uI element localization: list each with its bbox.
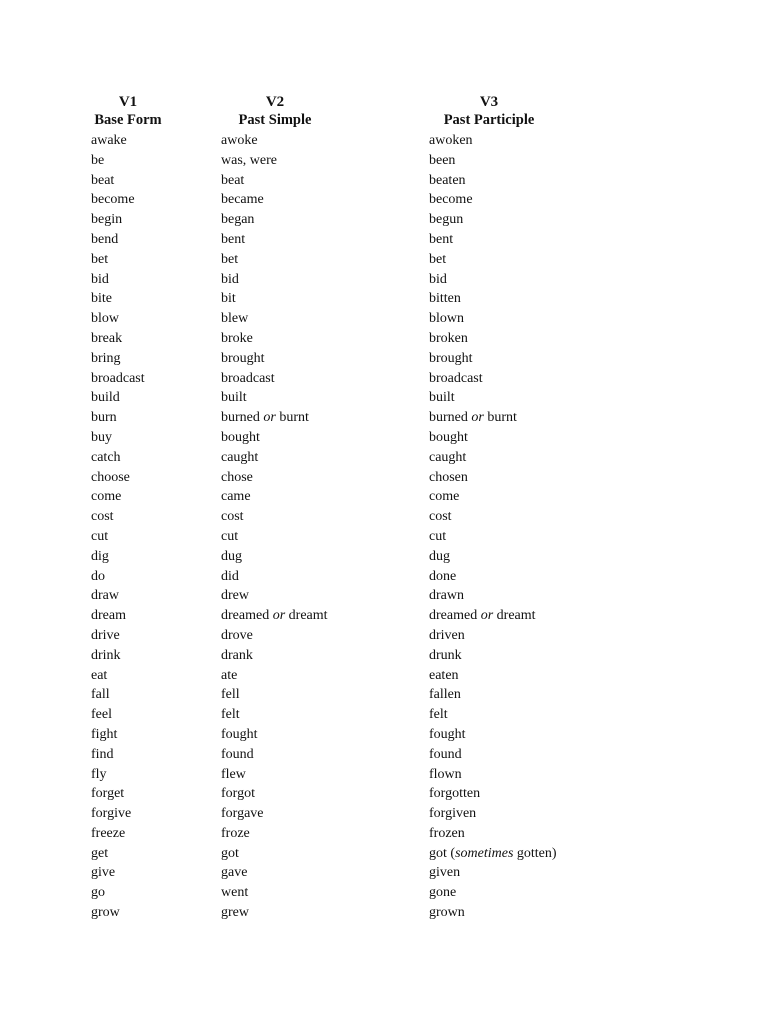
past-simple-cell: cost <box>221 509 244 525</box>
base-form-cell: break <box>91 330 123 346</box>
past-participle-cell: frozen <box>429 825 465 841</box>
past-simple-cell: became <box>221 192 264 208</box>
header-v3-title: Past Participle <box>443 112 535 128</box>
past-participle-cell: built <box>429 390 455 406</box>
past-simple-cell: did <box>221 568 239 584</box>
past-simple-cell: broadcast <box>221 370 275 386</box>
past-participle-cell: flown <box>429 766 462 782</box>
past-simple-cell: drove <box>221 627 253 643</box>
past-participle-cell: bent <box>429 231 454 247</box>
italic-connector: or <box>480 608 494 624</box>
base-form-cell: burn <box>91 410 117 426</box>
past-participle-cell: fought <box>429 726 466 742</box>
past-simple-cell: drew <box>221 588 249 604</box>
table-row <box>91 210 681 230</box>
base-form-cell: catch <box>91 449 121 465</box>
italic-connector: or <box>263 410 276 426</box>
past-simple-cell: gave <box>221 865 248 881</box>
past-participle-cell: caught <box>429 449 467 465</box>
past-participle-cell: broadcast <box>429 370 483 386</box>
table-row <box>91 646 681 666</box>
past-participle-cell: forgiven <box>429 806 477 822</box>
base-form-cell: drink <box>91 647 121 663</box>
past-participle-cell: been <box>429 152 456 168</box>
past-simple-cell: fought <box>221 726 258 742</box>
table-row <box>91 428 681 448</box>
past-participle-cell: got (sometimes gotten) <box>429 845 557 861</box>
table-row <box>91 765 681 785</box>
base-form-cell: blow <box>91 311 119 327</box>
header-v3-label: V3 <box>479 94 499 110</box>
table-row <box>91 468 681 488</box>
base-form-cell: be <box>91 152 105 168</box>
past-participle-cell: felt <box>429 707 448 723</box>
base-form-cell: go <box>91 885 105 901</box>
table-row <box>91 685 681 705</box>
irregular-verbs-table <box>91 93 681 923</box>
past-simple-cell: caught <box>221 449 259 465</box>
table-row <box>91 824 681 844</box>
past-participle-cell: awoken <box>429 133 473 148</box>
table-row <box>91 705 681 725</box>
base-form-cell: fall <box>91 687 110 703</box>
table-row <box>91 863 681 883</box>
table-row <box>91 547 681 567</box>
header-past-simple <box>221 93 429 131</box>
past-simple-cell: went <box>221 885 249 901</box>
base-form-cell: begin <box>91 212 123 228</box>
base-form-cell: beat <box>91 172 115 188</box>
past-simple-cell: blew <box>221 311 249 327</box>
base-form-cell: forget <box>91 786 125 802</box>
past-participle-cell: bought <box>429 429 468 445</box>
base-form-cell: feel <box>91 707 112 723</box>
base-form-cell: build <box>91 390 120 406</box>
past-participle-cell: gone <box>429 885 457 901</box>
base-form-cell: broadcast <box>91 370 145 386</box>
past-participle-cell: begun <box>429 212 464 228</box>
past-simple-cell: bet <box>221 251 239 267</box>
base-form-cell: choose <box>91 469 130 485</box>
header-row <box>91 93 681 131</box>
past-simple-cell: chose <box>221 469 253 485</box>
base-form-cell: bid <box>91 271 109 287</box>
past-simple-cell: drank <box>221 647 253 663</box>
past-simple-cell: beat <box>221 172 245 188</box>
table-row <box>91 171 681 191</box>
table-row <box>91 388 681 408</box>
past-participle-cell: eaten <box>429 667 459 683</box>
table-row <box>91 270 681 290</box>
past-simple-cell: found <box>221 746 254 762</box>
table-row <box>91 784 681 804</box>
past-participle-cell: drawn <box>429 588 464 604</box>
past-simple-cell: bought <box>221 429 260 445</box>
past-simple-cell: got <box>221 845 239 861</box>
table-row <box>91 349 681 369</box>
past-simple-cell: ate <box>221 667 238 683</box>
base-form-cell: draw <box>91 588 119 604</box>
table-row <box>91 883 681 903</box>
table-row <box>91 606 681 626</box>
past-participle-cell: become <box>429 192 473 208</box>
past-simple-cell: dreamed or dreamt <box>221 608 328 624</box>
base-form-cell: grow <box>91 905 120 921</box>
base-form-cell: fight <box>91 726 118 742</box>
base-form-cell: bet <box>91 251 109 267</box>
table-row <box>91 725 681 745</box>
table-row <box>91 586 681 606</box>
past-participle-cell: bet <box>429 251 447 267</box>
past-participle-cell: fallen <box>429 687 461 703</box>
past-participle-cell: bitten <box>429 291 461 307</box>
past-simple-cell: felt <box>221 707 240 723</box>
past-participle-cell: grown <box>429 905 465 921</box>
past-simple-cell: forgot <box>221 786 255 802</box>
past-participle-cell: done <box>429 568 457 584</box>
base-form-cell: awake <box>91 133 127 148</box>
header-past-participle <box>429 93 681 131</box>
table-row <box>91 309 681 329</box>
past-simple-cell: bent <box>221 231 246 247</box>
past-simple-cell: fell <box>221 687 240 703</box>
base-form-cell: bend <box>91 231 119 247</box>
past-participle-cell: chosen <box>429 469 468 485</box>
table-row <box>91 131 681 151</box>
base-form-cell: forgive <box>91 806 132 822</box>
past-participle-cell: dug <box>429 548 450 564</box>
past-simple-cell: grew <box>221 905 249 921</box>
past-participle-cell: given <box>429 865 461 881</box>
base-form-cell: dream <box>91 608 126 624</box>
past-simple-cell: flew <box>221 766 246 782</box>
header-v1-title: Base Form <box>94 112 162 128</box>
past-participle-cell: come <box>429 489 460 505</box>
base-form-cell: fly <box>91 766 107 782</box>
past-simple-cell: was, were <box>221 152 277 168</box>
past-simple-cell: burned or burnt <box>221 410 309 426</box>
table-row <box>91 448 681 468</box>
past-simple-cell: bit <box>221 291 236 307</box>
past-participle-cell: drunk <box>429 647 462 663</box>
table-header <box>91 93 681 131</box>
table-row <box>91 289 681 309</box>
table-row <box>91 527 681 547</box>
table-row <box>91 487 681 507</box>
italic-connector: or <box>471 410 484 426</box>
past-simple-cell: began <box>221 212 255 228</box>
past-participle-cell: forgotten <box>429 786 481 802</box>
table-row <box>91 804 681 824</box>
past-simple-cell: froze <box>221 825 250 841</box>
base-form-cell: give <box>91 865 116 881</box>
italic-connector: sometimes <box>455 845 514 861</box>
base-form-cell: eat <box>91 667 108 683</box>
past-simple-cell: broke <box>221 330 253 346</box>
past-participle-cell: dreamed or dreamt <box>429 608 536 624</box>
base-form-cell: do <box>91 568 105 584</box>
past-simple-cell: came <box>221 489 251 505</box>
past-participle-cell: cost <box>429 509 452 525</box>
table-row <box>91 230 681 250</box>
italic-connector: or <box>272 608 286 624</box>
past-simple-cell: forgave <box>221 806 264 822</box>
base-form-cell: come <box>91 489 122 505</box>
table-row <box>91 507 681 527</box>
base-form-cell: get <box>91 845 109 861</box>
table-row <box>91 626 681 646</box>
past-participle-cell: found <box>429 746 462 762</box>
base-form-cell: cut <box>91 528 109 544</box>
past-participle-cell: cut <box>429 528 447 544</box>
table-row <box>91 408 681 428</box>
table-row <box>91 666 681 686</box>
table-row <box>91 567 681 587</box>
table-row <box>91 151 681 171</box>
table-row <box>91 903 681 923</box>
past-participle-cell: burned or burnt <box>429 410 517 426</box>
past-simple-cell: dug <box>221 548 242 564</box>
base-form-cell: buy <box>91 429 112 445</box>
table-row <box>91 745 681 765</box>
table-row <box>91 844 681 864</box>
table-row <box>91 329 681 349</box>
base-form-cell: drive <box>91 627 120 643</box>
table-row <box>91 369 681 389</box>
base-form-cell: dig <box>91 548 109 564</box>
header-v2-title: Past Simple <box>238 112 312 128</box>
table-row <box>91 250 681 270</box>
table-body <box>91 131 681 923</box>
header-base-form <box>91 93 221 131</box>
past-simple-cell: cut <box>221 528 239 544</box>
base-form-cell: bite <box>91 291 112 307</box>
past-participle-cell: blown <box>429 311 464 327</box>
past-participle-cell: broken <box>429 330 468 346</box>
past-participle-cell: beaten <box>429 172 466 188</box>
header-v2-label: V2 <box>265 94 285 110</box>
table-row <box>91 190 681 210</box>
base-form-cell: cost <box>91 509 114 525</box>
base-form-cell: find <box>91 746 114 762</box>
base-form-cell: freeze <box>91 825 126 841</box>
past-simple-cell: bid <box>221 271 239 287</box>
header-v1-label: V1 <box>118 94 138 110</box>
past-participle-cell: brought <box>429 350 473 366</box>
past-simple-cell: brought <box>221 350 265 366</box>
past-simple-cell: awoke <box>221 133 258 148</box>
past-participle-cell: bid <box>429 271 447 287</box>
past-participle-cell: driven <box>429 627 465 643</box>
base-form-cell: become <box>91 192 135 208</box>
base-form-cell: bring <box>91 350 121 366</box>
past-simple-cell: built <box>221 390 247 406</box>
